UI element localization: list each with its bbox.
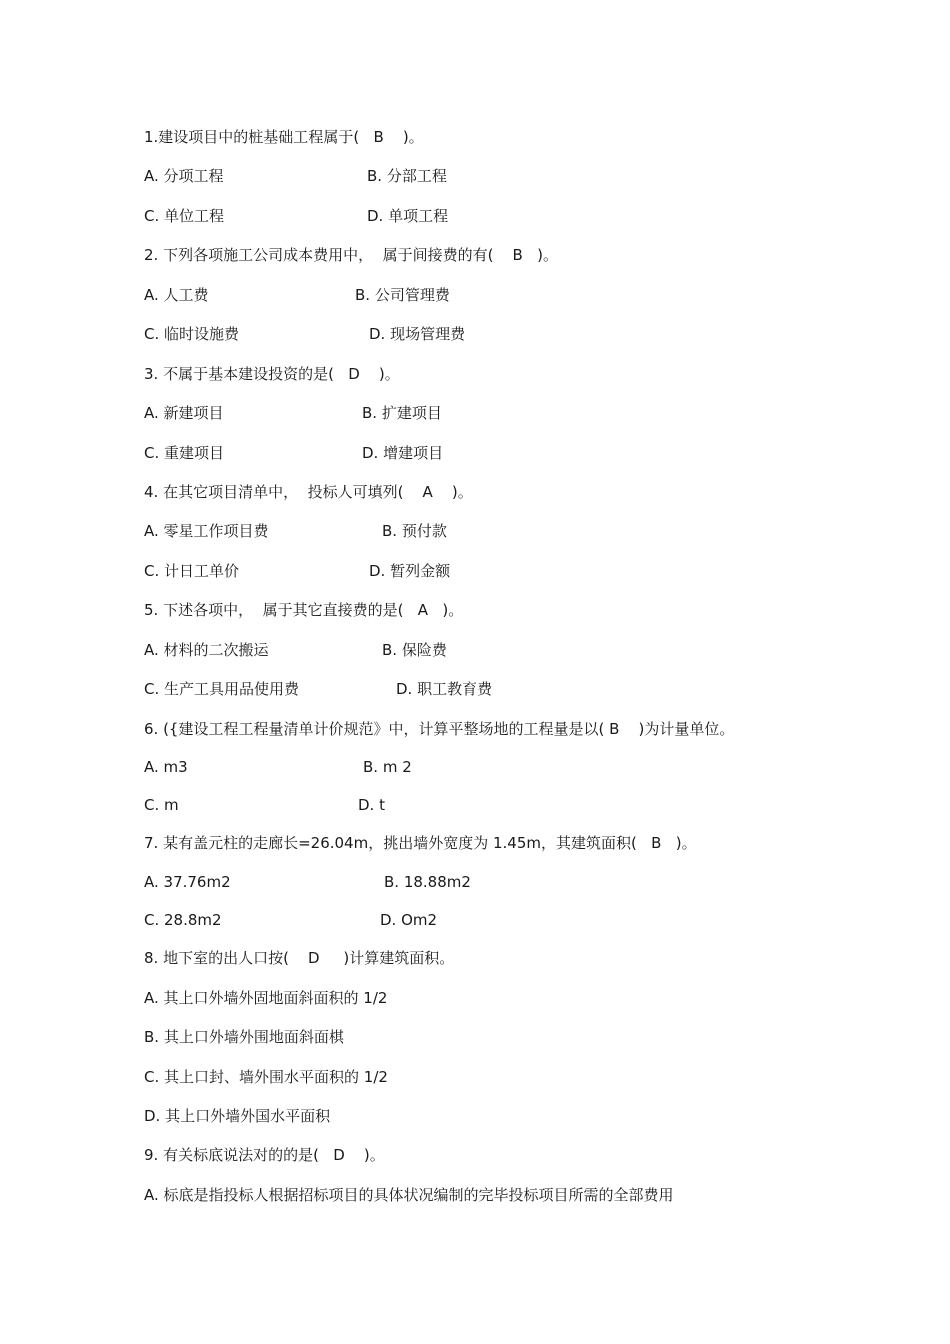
question-1-option-b: B. 分部工程 xyxy=(367,167,447,185)
question-8-stem: 8. 地下室的出人口按( D )计算建筑面积。 xyxy=(144,949,455,967)
question-8-option-b: B. 其上口外墙外围地面斜面棋 xyxy=(144,1028,344,1046)
question-5-stem: 5. 下述各项中， 属于其它直接费的是( A )。 xyxy=(144,601,464,619)
question-5-option-c: C. 生产工具用品使用费 xyxy=(144,680,300,698)
question-6-option-a: A. m3 xyxy=(144,758,188,776)
question-9-stem: 9. 有关标底说法对的的是( D )。 xyxy=(144,1146,385,1164)
question-8-option-d: D. 其上口外墙外国水平面积 xyxy=(144,1107,331,1125)
question-3-stem: 3. 不属于基本建设投资的是( D )。 xyxy=(144,365,400,383)
question-1-option-a: A. 分项工程 xyxy=(144,167,224,185)
question-6-option-c: C. m xyxy=(144,796,179,814)
question-1-option-c: C. 单位工程 xyxy=(144,207,225,225)
question-7-option-b: B. 18.88m2 xyxy=(384,873,471,891)
question-3-option-b: B. 扩建项目 xyxy=(362,404,442,422)
question-7-option-c: C. 28.8m2 xyxy=(144,911,222,929)
question-3-option-a: A. 新建项目 xyxy=(144,404,224,422)
question-5-option-a: A. 材料的二次搬运 xyxy=(144,641,269,659)
question-5-option-d: D. 职工教育费 xyxy=(396,680,493,698)
question-3-option-c: C. 重建项目 xyxy=(144,444,225,462)
question-9-option-a: A. 标底是指投标人根据招标项目的具体状况编制的完毕投标项目所需的全部费用 xyxy=(144,1186,674,1204)
question-7-option-d: D. Om2 xyxy=(380,911,438,929)
question-6-stem: 6. ({建设工程工程量清单计价规范》中，计算平整场地的工程量是以( B )为计量单位。 xyxy=(144,720,735,738)
question-4-option-a: A. 零星工作项目费 xyxy=(144,522,269,540)
question-1-option-d: D. 单项工程 xyxy=(367,207,449,225)
question-8-option-a: A. 其上口外墙外固地面斜面积的 1/2 xyxy=(144,989,388,1007)
question-4-stem: 4. 在其它项目清单中， 投标人可填列( A )。 xyxy=(144,483,473,501)
question-2-stem: 2. 下列各项施工公司成本费用中， 属于间接费的有( B )。 xyxy=(144,246,558,264)
question-4-option-c: C. 计日工单价 xyxy=(144,562,240,580)
question-2-option-b: B. 公司管理费 xyxy=(355,286,450,304)
question-3-option-d: D. 增建项目 xyxy=(362,444,444,462)
question-4-option-d: D. 暂列金额 xyxy=(369,562,451,580)
question-2-option-a: A. 人工费 xyxy=(144,286,209,304)
question-2-option-c: C. 临时设施费 xyxy=(144,325,240,343)
question-7-option-a: A. 37.76m2 xyxy=(144,873,231,891)
question-5-option-b: B. 保险费 xyxy=(382,641,447,659)
question-7-stem: 7. 某有盖元柱的走廊长=26.04m，挑出墙外宽度为 1.45m，其建筑面积( B )。 xyxy=(144,834,697,852)
question-6-option-b: B. m 2 xyxy=(363,758,412,776)
question-4-option-b: B. 预付款 xyxy=(382,522,447,540)
question-6-option-d: D. t xyxy=(358,796,385,814)
question-8-option-c: C. 其上口封、墙外围水平面积的 1/2 xyxy=(144,1068,388,1086)
question-1-stem: 1.建设项目中的桩基础工程属于( B )。 xyxy=(144,128,424,146)
question-2-option-d: D. 现场管理费 xyxy=(369,325,466,343)
